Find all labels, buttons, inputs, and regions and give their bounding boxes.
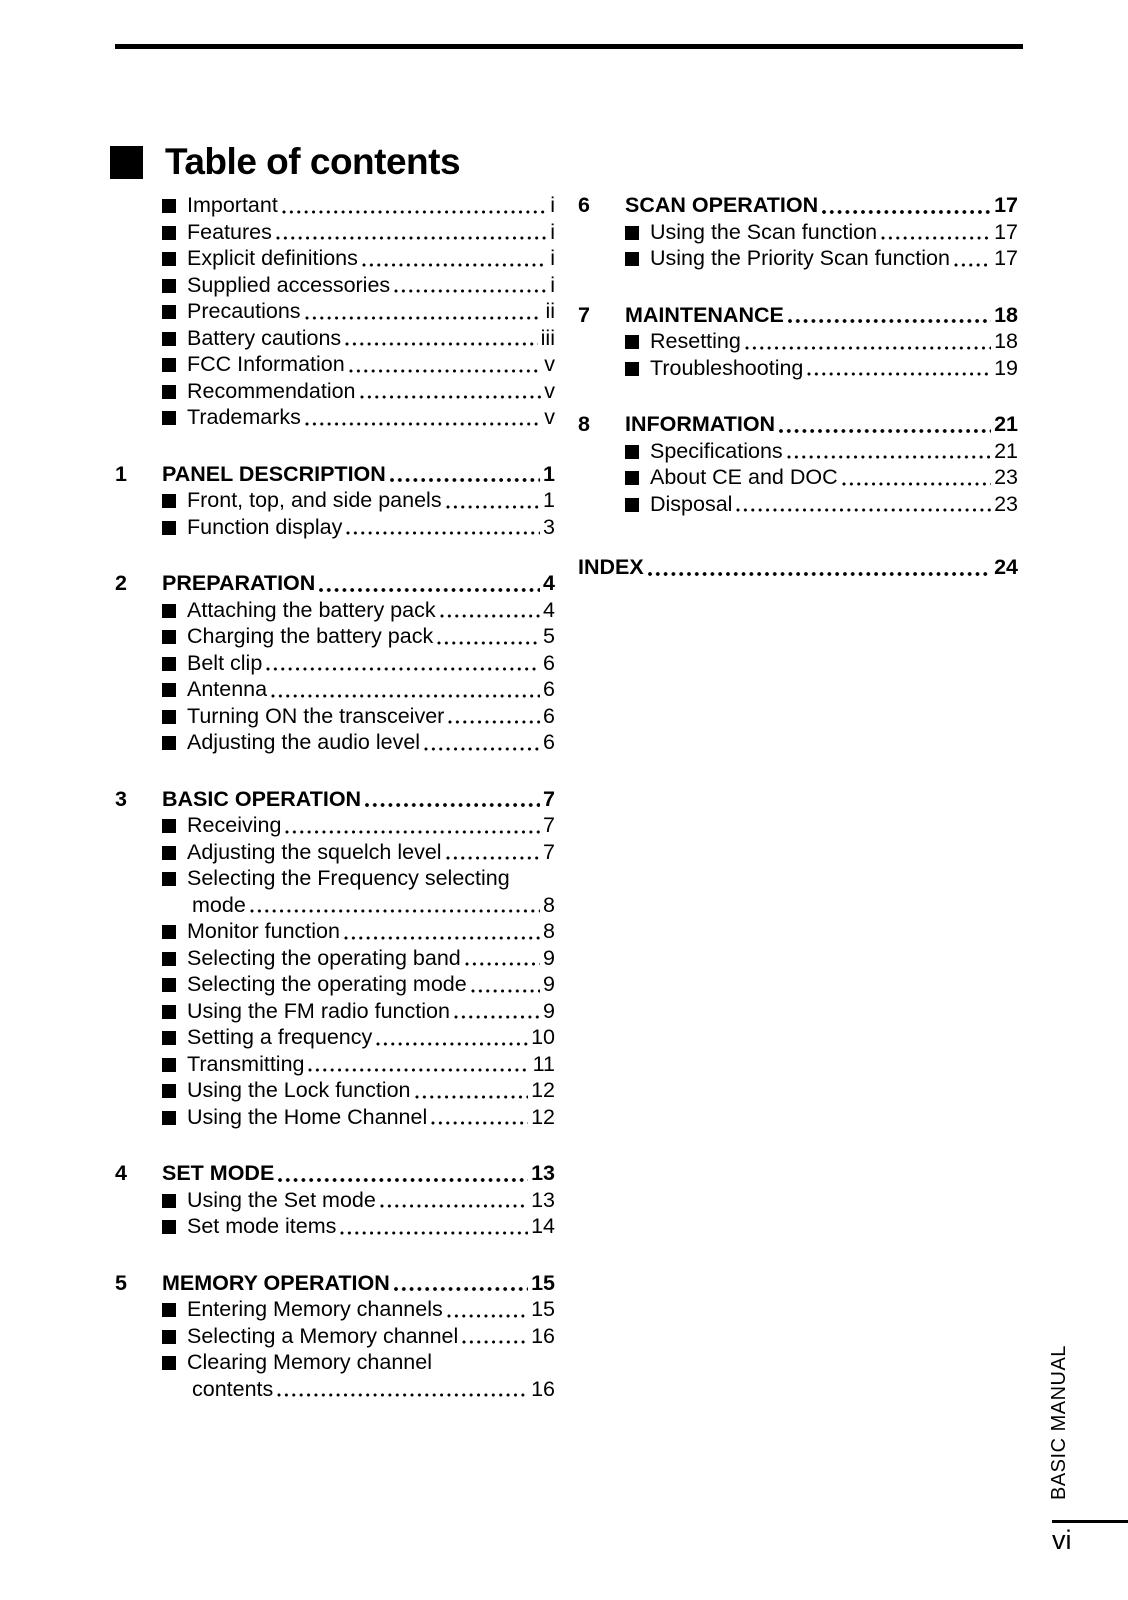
section-number: 2	[115, 571, 127, 595]
dot-leader	[346, 531, 540, 535]
section-heading-label: INDEX	[578, 555, 644, 579]
toc-section	[115, 1270, 555, 1403]
toc-entry-label: About CE and DOC	[650, 465, 838, 489]
toc-entry-page: 17	[994, 246, 1018, 270]
bullet-square-icon	[162, 1330, 176, 1344]
toc-entry-label: Entering Memory channels	[187, 1297, 443, 1321]
bullet-square-icon	[625, 362, 639, 376]
toc-entry-label: Front, top, and side panels	[187, 488, 442, 512]
page-number: vi	[1052, 1525, 1072, 1555]
toc-item-row	[115, 650, 555, 677]
toc-item-row	[115, 998, 555, 1025]
bullet-square-icon	[162, 846, 176, 860]
dot-leader	[745, 346, 991, 350]
dot-leader	[822, 210, 991, 214]
section-heading-page: 4	[543, 571, 555, 595]
dot-leader	[278, 1178, 528, 1182]
dot-leader	[842, 482, 991, 486]
bullet-square-icon	[625, 498, 639, 512]
dot-leader	[285, 830, 540, 834]
toc-item-row	[115, 1104, 555, 1131]
toc-section	[578, 554, 1018, 581]
toc-section	[115, 461, 555, 541]
bullet-square-icon	[162, 1031, 176, 1045]
toc-entry-page: 11	[532, 1051, 555, 1076]
toc-entry-page: 5	[543, 624, 555, 648]
section-square-icon	[110, 146, 143, 179]
toc-heading-row	[115, 786, 555, 813]
dot-leader	[276, 236, 547, 240]
toc-entry-label: Transmitting	[187, 1051, 305, 1076]
toc-entry-label: Resetting	[650, 329, 741, 353]
dot-leader	[394, 1287, 528, 1291]
toc-section	[115, 570, 555, 756]
section-heading-page: 18	[994, 302, 1018, 327]
toc-section	[115, 192, 555, 431]
toc-entry-label: Precautions	[187, 299, 301, 323]
toc-heading-row	[115, 1270, 555, 1297]
dot-leader	[394, 289, 547, 293]
toc-entry-page: v	[544, 352, 555, 376]
dot-leader	[345, 342, 537, 346]
dot-leader	[319, 588, 540, 592]
toc-item-row	[115, 219, 555, 246]
section-heading-label: BASIC OPERATION	[162, 786, 362, 811]
section-heading-page: 13	[531, 1161, 555, 1185]
dot-leader	[648, 572, 991, 576]
toc-item-row	[115, 918, 555, 945]
bullet-square-icon	[162, 226, 176, 240]
toc-item-row	[115, 676, 555, 703]
toc-entry-label: Supplied accessories	[187, 272, 391, 297]
toc-heading-row	[115, 570, 555, 597]
toc-entry-label: Explicit definitions	[187, 246, 358, 270]
dot-leader	[344, 936, 540, 940]
sidebar-basic-manual-label: BASIC MANUAL	[1048, 1345, 1070, 1500]
toc-heading-row	[578, 192, 1018, 219]
toc-entry-page: 4	[543, 597, 555, 622]
dot-leader	[465, 962, 540, 966]
dot-leader	[424, 747, 540, 751]
toc-entry-page: 17	[994, 219, 1018, 244]
section-number: 8	[578, 412, 590, 436]
dot-leader	[454, 1015, 540, 1019]
section-number: 5	[115, 1270, 127, 1295]
toc-entry-label: Disposal	[650, 491, 733, 516]
toc-entry-page: 15	[531, 1297, 555, 1321]
bullet-square-icon	[162, 710, 176, 724]
toc-entry-label: Selecting a Memory channel	[187, 1323, 459, 1348]
toc-entry-page: 23	[994, 491, 1018, 516]
toc-item-row	[115, 703, 555, 730]
toc-item-row	[115, 298, 555, 325]
dot-leader	[415, 1095, 529, 1099]
toc-heading-row	[115, 461, 555, 488]
toc-section	[578, 302, 1018, 382]
dot-leader	[440, 614, 540, 618]
toc-entry-label: Adjusting the audio level	[187, 730, 421, 754]
toc-entry-page: i	[550, 193, 555, 217]
toc-entry-page: 3	[543, 514, 555, 539]
toc-entry-label: FCC Information	[187, 352, 345, 376]
toc-item-row	[115, 812, 555, 839]
toc-entry-label: Receiving	[187, 813, 282, 837]
toc-item-row	[115, 404, 555, 431]
toc-entry-label: Using the Priority Scan function	[650, 246, 950, 270]
toc-item-row	[115, 623, 555, 650]
bullet-square-icon	[162, 819, 176, 833]
toc-entry-label: Troubleshooting	[650, 355, 804, 380]
section-heading-page: 21	[994, 412, 1018, 436]
toc-entry-label: Selecting the operating mode	[187, 972, 467, 996]
dot-leader	[349, 369, 542, 373]
toc-heading-row	[578, 411, 1018, 438]
toc-entry-page: 7	[543, 813, 555, 837]
toc-entry-label: Trademarks	[187, 405, 301, 429]
dot-leader	[360, 395, 542, 399]
toc-entry-page: 12	[531, 1078, 555, 1102]
dot-leader	[446, 856, 540, 860]
page-title	[110, 141, 460, 183]
toc-item-row	[115, 514, 555, 541]
toc-entry-label: Function display	[187, 514, 343, 539]
toc-entry-page: i	[550, 272, 555, 297]
toc-entry-label: Battery cautions	[187, 325, 342, 350]
toc-section	[578, 411, 1018, 517]
bullet-square-icon	[162, 1058, 176, 1072]
toc-entry-page: 10	[531, 1025, 555, 1049]
toc-entry-page: 1	[543, 488, 555, 512]
toc-entry-page: 12	[531, 1104, 555, 1129]
toc-section	[115, 1160, 555, 1240]
dot-leader	[282, 210, 547, 214]
toc-entry-page: i	[550, 246, 555, 270]
dot-leader	[448, 720, 540, 724]
toc-item-row	[115, 729, 555, 756]
folio-rule	[1052, 1520, 1128, 1523]
toc-item-row	[115, 865, 555, 892]
section-number: 6	[578, 193, 590, 217]
toc-entry-label: Antenna	[187, 677, 268, 701]
toc-entry-label: Important	[187, 193, 278, 217]
dot-leader	[787, 455, 991, 459]
dot-leader	[431, 1121, 528, 1125]
bullet-square-icon	[162, 1194, 176, 1208]
bullet-square-icon	[162, 494, 176, 508]
toc-entry-label: Clearing Memory channel	[187, 1350, 432, 1374]
toc-item-continuation-row	[115, 892, 555, 919]
dot-leader	[305, 316, 543, 320]
dot-leader	[277, 1393, 528, 1397]
section-heading-label: PREPARATION	[162, 571, 316, 595]
bullet-square-icon	[162, 279, 176, 293]
dot-leader	[881, 236, 991, 240]
bullet-square-icon	[162, 385, 176, 399]
dot-leader	[437, 641, 540, 645]
bullet-square-icon	[162, 1005, 176, 1019]
section-heading-label: PANEL DESCRIPTION	[162, 461, 386, 486]
bullet-square-icon	[162, 1356, 176, 1370]
toc-entry-label: Selecting the operating band	[187, 945, 461, 970]
toc-entry-label: Using the FM radio function	[187, 998, 450, 1023]
toc-entry-label: Selecting the Frequency selecting	[187, 866, 510, 890]
toc-item-row	[115, 1213, 555, 1240]
bullet-square-icon	[162, 332, 176, 346]
toc-heading-row	[578, 554, 1018, 581]
dot-leader	[446, 505, 540, 509]
bullet-square-icon	[162, 683, 176, 697]
section-heading-page: 1	[543, 461, 555, 486]
dot-leader	[250, 909, 540, 913]
toc-section	[578, 192, 1018, 272]
dot-leader	[462, 1340, 528, 1344]
toc-entry-label: Belt clip	[187, 650, 263, 675]
page-title-text: Table of contents	[165, 141, 461, 182]
bullet-square-icon	[162, 736, 176, 750]
dot-leader	[380, 1204, 528, 1208]
section-number: 1	[115, 461, 127, 486]
bullet-square-icon	[625, 445, 639, 459]
toc-entry-page: 6	[543, 677, 555, 701]
toc-item-continuation-row	[115, 1376, 555, 1403]
toc-entry-page: 14	[531, 1214, 555, 1238]
toc-column-right	[578, 192, 1018, 581]
section-heading-label: MEMORY OPERATION	[162, 1270, 390, 1295]
toc-entry-page: ii	[545, 299, 555, 323]
toc-entry-page: iii	[540, 325, 555, 350]
section-heading-label: INFORMATION	[625, 412, 776, 436]
toc-entry-page: i	[550, 219, 555, 244]
toc-entry-page: 13	[531, 1187, 555, 1212]
dot-leader	[376, 1042, 528, 1046]
toc-entry-page: 23	[994, 465, 1018, 489]
toc-item-row	[115, 597, 555, 624]
section-number: 3	[115, 786, 127, 811]
toc-heading-row	[578, 302, 1018, 329]
bullet-square-icon	[162, 978, 176, 992]
toc-entry-label: Recommendation	[187, 378, 356, 403]
bullet-square-icon	[162, 199, 176, 213]
section-number: 7	[578, 302, 590, 327]
toc-entry-label: Turning ON the transceiver	[187, 703, 445, 728]
toc-entry-label: Using the Lock function	[187, 1078, 411, 1102]
dot-leader	[788, 319, 991, 323]
section-heading-label: MAINTENANCE	[625, 302, 784, 327]
dot-leader	[305, 422, 541, 426]
toc-entry-page: 21	[994, 438, 1018, 463]
bullet-square-icon	[162, 1220, 176, 1234]
section-heading-label: SET MODE	[162, 1161, 275, 1185]
dot-leader	[471, 989, 540, 993]
bullet-square-icon	[625, 226, 639, 240]
toc-item-row	[115, 325, 555, 352]
toc-entry-label-continued: mode	[192, 892, 246, 917]
toc-entry-label: Using the Scan function	[650, 219, 878, 244]
toc-item-row	[115, 192, 555, 219]
toc-entry-page: 8	[543, 919, 555, 943]
toc-item-row	[578, 245, 1018, 272]
toc-entry-label: Using the Set mode	[187, 1187, 376, 1212]
dot-leader	[779, 429, 991, 433]
dot-leader	[362, 263, 547, 267]
toc-item-row	[578, 438, 1018, 465]
section-heading-label: SCAN OPERATION	[625, 193, 819, 217]
toc-entry-page: 6	[543, 703, 555, 728]
bullet-square-icon	[162, 630, 176, 644]
toc-entry-page: 16	[531, 1376, 555, 1401]
dot-leader	[308, 1068, 529, 1072]
toc-entry-page: 19	[994, 355, 1018, 380]
bullet-square-icon	[162, 252, 176, 266]
toc-item-row	[115, 1077, 555, 1104]
toc-entry-label: Attaching the battery pack	[187, 597, 436, 622]
dot-leader	[271, 694, 540, 698]
bullet-square-icon	[162, 872, 176, 886]
section-heading-page: 7	[543, 786, 555, 811]
bullet-square-icon	[162, 521, 176, 535]
toc-item-row	[115, 945, 555, 972]
toc-column-left	[115, 192, 555, 1402]
toc-item-row	[578, 491, 1018, 518]
toc-section	[115, 786, 555, 1131]
bullet-square-icon	[162, 952, 176, 966]
bullet-square-icon	[162, 1084, 176, 1098]
dot-leader	[447, 1314, 528, 1318]
bullet-square-icon	[162, 1303, 176, 1317]
bullet-square-icon	[625, 252, 639, 266]
dot-leader	[365, 803, 540, 807]
toc-entry-label: Setting a frequency	[187, 1025, 373, 1049]
section-number: 4	[115, 1161, 127, 1185]
toc-entry-page: 16	[531, 1323, 555, 1348]
toc-entry-label: Adjusting the squelch level	[187, 839, 442, 864]
dot-leader	[340, 1231, 528, 1235]
toc-entry-label: Charging the battery pack	[187, 624, 434, 648]
toc-entry-label: Using the Home Channel	[187, 1104, 428, 1129]
dot-leader	[807, 372, 991, 376]
bullet-square-icon	[162, 305, 176, 319]
toc-item-row	[578, 355, 1018, 382]
toc-item-row	[115, 1296, 555, 1323]
toc-item-row	[578, 328, 1018, 355]
section-heading-page: 15	[531, 1270, 555, 1295]
toc-heading-row	[115, 1160, 555, 1187]
toc-entry-page: 6	[543, 650, 555, 675]
dot-leader	[954, 263, 991, 267]
toc-entry-page: 7	[543, 839, 555, 864]
dot-leader	[390, 478, 540, 482]
bullet-square-icon	[625, 335, 639, 349]
bullet-square-icon	[162, 925, 176, 939]
toc-entry-page: 18	[994, 329, 1018, 353]
toc-item-row	[115, 245, 555, 272]
toc-item-row	[115, 378, 555, 405]
bullet-square-icon	[162, 411, 176, 425]
toc-item-row	[115, 971, 555, 998]
toc-entry-page: 9	[543, 998, 555, 1023]
toc-item-row	[115, 1349, 555, 1376]
toc-item-row	[115, 1051, 555, 1078]
section-heading-page: 24	[994, 555, 1018, 579]
toc-entry-page: v	[544, 405, 555, 429]
top-rule	[115, 44, 1023, 49]
toc-item-row	[115, 351, 555, 378]
toc-item-row	[115, 487, 555, 514]
toc-entry-label: Monitor function	[187, 919, 340, 943]
toc-item-row	[578, 464, 1018, 491]
toc-entry-page: 6	[543, 730, 555, 754]
dot-leader	[736, 508, 991, 512]
toc-entry-label-continued: contents	[192, 1376, 274, 1401]
bullet-square-icon	[625, 471, 639, 485]
toc-entry-page: 9	[543, 945, 555, 970]
toc-item-row	[115, 1323, 555, 1350]
toc-entry-page: 8	[543, 892, 555, 917]
toc-entry-label: Features	[187, 219, 272, 244]
bullet-square-icon	[162, 604, 176, 618]
toc-item-row	[115, 272, 555, 299]
toc-entry-page: v	[544, 378, 555, 403]
bullet-square-icon	[162, 358, 176, 372]
section-heading-page: 17	[994, 193, 1018, 217]
toc-entry-label: Specifications	[650, 438, 783, 463]
dot-leader	[266, 667, 540, 671]
toc-entry-page: 9	[543, 972, 555, 996]
toc-entry-label: Set mode items	[187, 1214, 337, 1238]
bullet-square-icon	[162, 1111, 176, 1125]
toc-item-row	[115, 1024, 555, 1051]
toc-item-row	[578, 219, 1018, 246]
bullet-square-icon	[162, 657, 176, 671]
toc-item-row	[115, 1187, 555, 1214]
toc-item-row	[115, 839, 555, 866]
